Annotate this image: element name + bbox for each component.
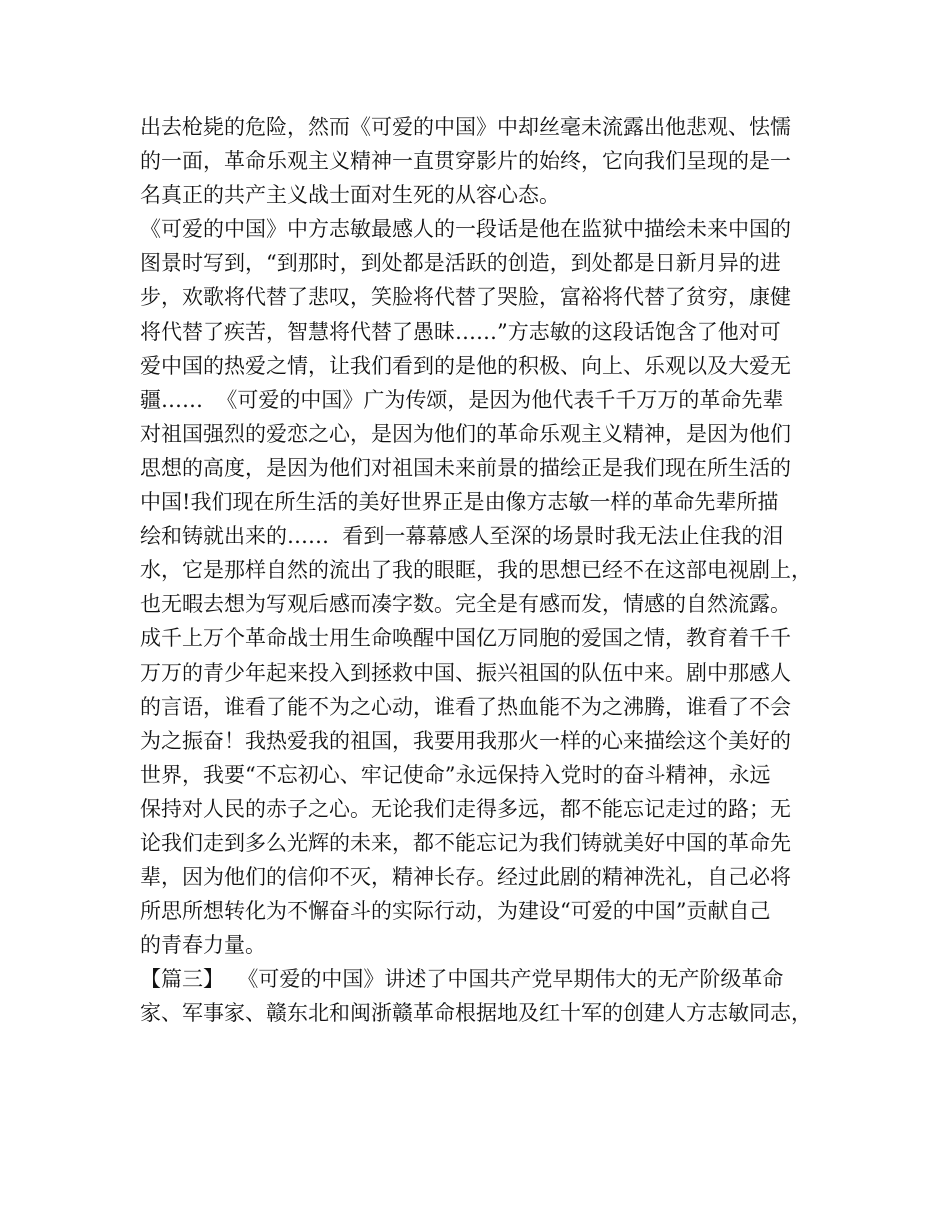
text-line: 成千上万个革命战士用生命唤醒中国亿万同胞的爱国之情，教育着千千 bbox=[140, 626, 791, 651]
text-line: 疆…… 《可爱的中国》广为传颂，是因为他代表千千万万的革命先辈 bbox=[140, 387, 784, 412]
text-line: 世界，我要“不忘初心、牢记使命”永远保持入党时的奋斗精神，永远 bbox=[140, 762, 771, 787]
text-line: 所思所想转化为不懈奋斗的实际行动，为建设“可爱的中国”贡献自己 bbox=[140, 899, 771, 924]
text-line: 步，欢歌将代替了悲叹，笑脸将代替了哭脸，富裕将代替了贫穷，康健 bbox=[140, 285, 791, 310]
text-line: 水，它是那样自然的流出了我的眼眶，我的思想已经不在这部电视剧上， bbox=[140, 558, 812, 583]
body-text bbox=[140, 110, 820, 1031]
text-line: 爱中国的热爱之情，让我们看到的是他的积极、向上、乐观以及大爱无 bbox=[140, 353, 791, 378]
text-line: 辈，因为他们的信仰不灭，精神长存。经过此剧的精神洗礼，自己必将 bbox=[140, 865, 791, 890]
text-line: 的青春力量。 bbox=[140, 933, 266, 958]
text-line: 保持对人民的赤子之心。无论我们走得多远，都不能忘记走过的路；无 bbox=[140, 796, 791, 821]
text-line: 万万的青少年起来投入到拯救中国、振兴祖国的队伍中来。剧中那感人 bbox=[140, 660, 791, 685]
text-line: 对祖国强烈的爱恋之心，是因为他们的革命乐观主义精神，是因为他们 bbox=[140, 421, 791, 446]
text-line: 论我们走到多么光辉的未来，都不能忘记为我们铸就美好中国的革命先 bbox=[140, 830, 791, 855]
text-line: 图景时写到，“到那时，到处都是活跃的创造，到处都是日新月异的进 bbox=[140, 251, 781, 276]
text-line: 的一面，革命乐观主义精神一直贯穿影片的始终，它向我们呈现的是一 bbox=[140, 149, 791, 174]
text-line: 家、军事家、赣东北和闽浙赣革命根据地及红十军的创建人方志敏同志， bbox=[140, 1001, 812, 1026]
text-line: 名真正的共产主义战士面对生死的从容心态。 bbox=[140, 183, 560, 208]
text-line: 将代替了疾苦，智慧将代替了愚昧……”方志敏的这段话饱含了他对可 bbox=[140, 319, 781, 344]
text-line: 中国!我们现在所生活的美好世界正是由像方志敏一样的革命先辈所描 bbox=[140, 490, 779, 515]
text-line: 出去枪毙的危险，然而《可爱的中国》中却丝毫未流露出他悲观、怯懦 bbox=[140, 115, 791, 139]
text-line: 为之振奋！我热爱我的祖国，我要用我那火一样的心来描绘这个美好的 bbox=[140, 728, 791, 753]
text-line: 《可爱的中国》中方志敏最感人的一段话是他在监狱中描绘未来中国的 bbox=[140, 217, 791, 242]
text-line: 的言语，谁看了能不为之心动，谁看了热血能不为之沸腾，谁看了不会 bbox=[140, 694, 791, 719]
text-line: 思想的高度，是因为他们对祖国未来前景的描绘正是我们现在所生活的 bbox=[140, 455, 791, 480]
section-heading-line: 【篇三】 《可爱的中国》讲述了中国共产党早期伟大的无产阶级革命 bbox=[140, 967, 784, 992]
text-line: 也无暇去想为写观后感而凑字数。完全是有感而发，情感的自然流露。 bbox=[140, 592, 791, 617]
text-line: 绘和铸就出来的…… 看到一幕幕感人至深的场景时我无法止住我的泪 bbox=[140, 524, 784, 549]
